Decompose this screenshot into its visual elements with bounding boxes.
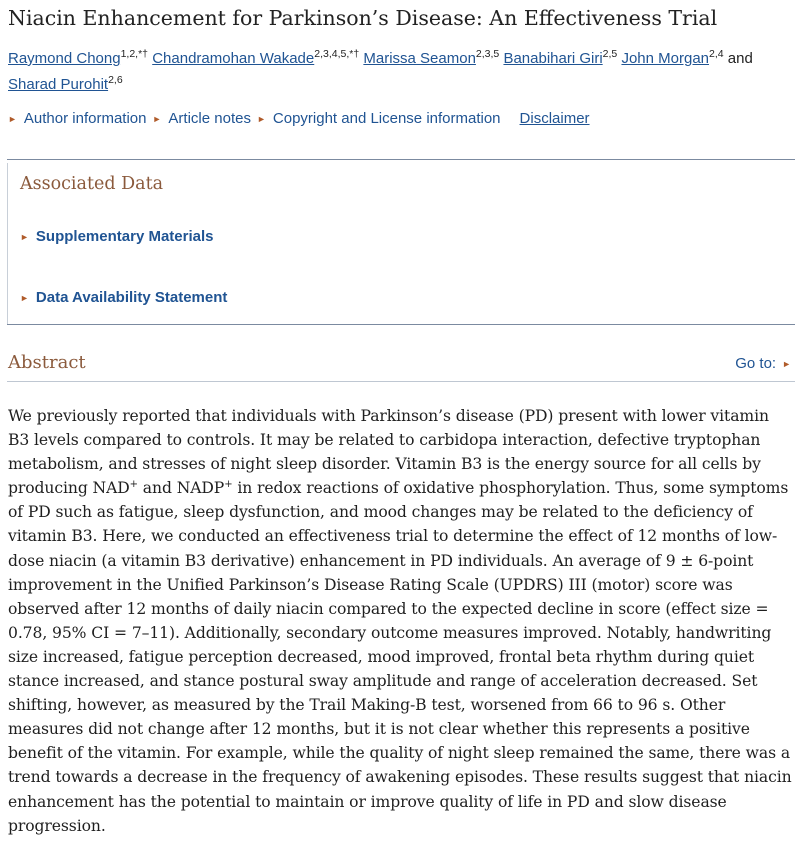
author-link[interactable]: John Morgan (621, 50, 710, 67)
author-information-label: Author information (23, 110, 147, 127)
author-link[interactable]: Sharad Purohit (8, 76, 109, 93)
author-link[interactable]: Banabihari Giri (503, 50, 603, 67)
author-link[interactable]: Marissa Seamon (363, 50, 476, 67)
expand-triangle-icon: ► (152, 113, 162, 124)
supplementary-materials-toggle[interactable] (20, 228, 213, 245)
abstract-text-segment: in redox reactions of oxidative phosphorylation. Thus, some symptoms of PD such as fatigue, sleep dysfunction, and mood changes may be related to the deficiency of vitamin B3. Here, we conducted an effectiveness trial to determine the effect of 12 months of low-dose niacin (a vitamin B3 derivative) enhancement in PD individuals. An average of 9 ± 6-point improvement in the Unified Parkinson’s Disease Rating Scale (UPDRS) III (motor) score was observed after 12 months of daily niacin compared to the expected decline in score (effect size = 0.78, 95% CI = 7–11). Additionally, secondary outcome measures improved. Notably, handwriting size increased, fatigue perception decreased, mood improved, frontal beta rhythm during quiet stance increased, and stance postural sway amplitude and range of acceleration decreased. Set shifting, however, as measured by the Trail Making-B test, worsened from 66 to 96 s. Other measures did not change after 12 months, but it is not clear whether this represents a positive benefit of the vitamin. For example, while the quality of night sleep remained the same, there was a trend towards a decrease in the frequency of awakening episodes. These results suggest that niacin enhancement has the potential to maintain or improve quality of life in PD and slow disease progression. (8, 479, 792, 835)
author-affiliation: 1,2,*† (120, 48, 149, 60)
disclaimer-link[interactable]: Disclaimer (519, 110, 590, 127)
abstract-text-segment: and NADP (137, 479, 225, 498)
data-availability-label: Data Availability Statement (35, 289, 228, 306)
section-divider (7, 159, 795, 160)
abstract-heading: Abstract (8, 352, 86, 373)
supplementary-materials-label: Supplementary Materials (35, 228, 214, 245)
author-affiliation: 2,3,4,5,*† (314, 48, 360, 60)
author-affiliation: 2,4 (709, 48, 724, 60)
abstract-superscript: + (224, 479, 233, 491)
author-affiliation: 2,5 (602, 48, 618, 60)
abstract-divider (7, 381, 795, 382)
section-divider (7, 324, 795, 325)
author-affiliation: 2,6 (108, 74, 123, 86)
author-separator: and (723, 50, 753, 67)
article-title: Niacin Enhancement for Parkinson’s Disease: An Effectiveness Trial (8, 6, 718, 30)
goto-label: Go to: (735, 355, 777, 372)
article-notes-toggle[interactable] (153, 110, 251, 127)
expand-triangle-icon: ► (782, 358, 791, 369)
associated-data-heading: Associated Data (20, 174, 164, 194)
expand-triangle-icon: ► (256, 113, 266, 124)
author-link[interactable]: Raymond Chong (8, 50, 121, 67)
article-meta-links (8, 110, 590, 127)
copyright-license-label: Copyright and License information (272, 110, 501, 127)
abstract-body (8, 404, 793, 838)
copyright-license-toggle[interactable] (257, 110, 501, 127)
data-availability-toggle[interactable] (20, 289, 227, 306)
author-list (8, 46, 793, 98)
author-information-toggle[interactable] (8, 110, 147, 127)
article-notes-label: Article notes (168, 110, 251, 127)
abstract-text-segment: We previously reported that individuals with Parkinson’s disease (PD) present with lower vitamin B3 levels compared to controls. It may be related to carbidopa interaction, defective tryptophan metabolism, and stresses of night sleep disorder. Vitamin B3 is the energy source for all cells by producing NAD (8, 407, 769, 498)
expand-triangle-icon: ► (20, 231, 29, 242)
expand-triangle-icon: ► (8, 113, 17, 124)
author-link[interactable]: Chandramohan Wakade (152, 50, 315, 67)
abstract-superscript: + (129, 479, 138, 491)
expand-triangle-icon: ► (20, 292, 29, 303)
author-affiliation: 2,3,5 (475, 48, 500, 60)
goto-menu[interactable] (735, 355, 791, 372)
associated-data-border (7, 163, 8, 325)
